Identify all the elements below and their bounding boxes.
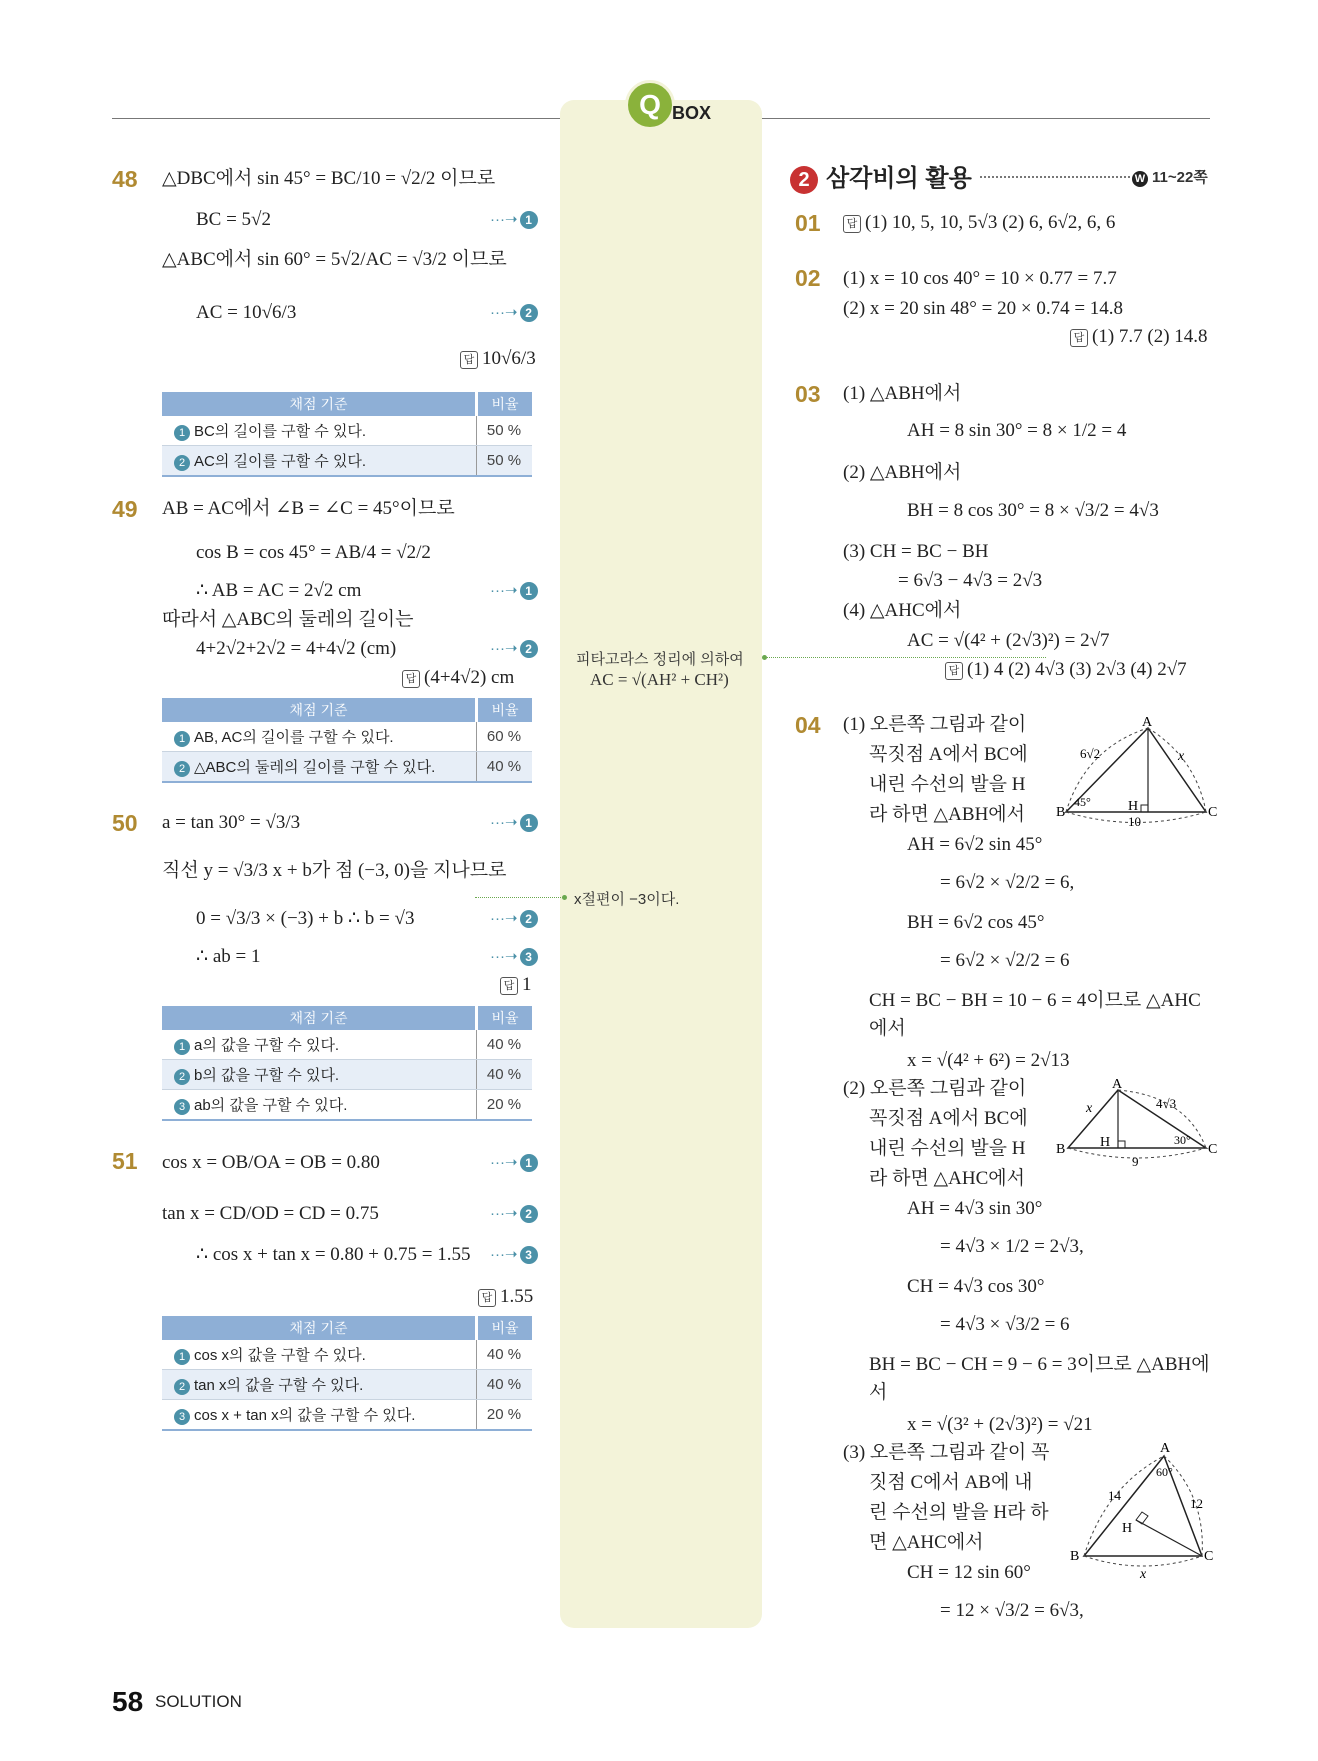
q03-line8: AC = √(4² + (2√3)²) = 2√7 — [907, 630, 1110, 651]
p48-line1: △DBC에서 sin 45° = BC/10 = √2/2 이므로 — [162, 168, 496, 189]
section-number-badge: 2 — [790, 166, 818, 194]
q03-answer: 답 (1) 4 (2) 4√3 (3) 2√3 (4) 2√7 — [945, 659, 1187, 681]
p48-answer: 답 10√6/3 — [460, 348, 536, 370]
fig3-side-1: 14 — [1108, 1488, 1121, 1503]
fig1-foot-h: H — [1128, 799, 1139, 814]
step-marker-1: ···➝ 1 — [490, 813, 538, 832]
p50-line4: ∴ ab = 1 — [196, 946, 261, 967]
q02-line2: (2) x = 20 sin 48° = 20 × 0.74 = 14.8 — [843, 298, 1124, 319]
q-box-logo: Q — [625, 80, 675, 130]
q04-figure-3 — [1066, 1436, 1216, 1584]
fig2-side: 4√3 — [1156, 1096, 1177, 1111]
page-label: SOLUTION — [155, 1692, 242, 1711]
q04-p2-text: 꼭짓점 A에서 BC에 — [869, 1108, 1028, 1129]
q04-number: 04 — [795, 712, 821, 738]
answer-icon: 답 — [945, 662, 963, 680]
q04-p2-text: 내린 수선의 발을 H — [869, 1138, 1026, 1159]
rubric-item: 2 b의 값을 구할 수 있다. — [162, 1060, 477, 1090]
rubric-item: 2 AC의 길이를 구할 수 있다. — [162, 446, 477, 477]
q04-p3-math: CH = 12 sin 60° — [907, 1562, 1031, 1583]
p49-line5: 4+2√2+2√2 = 4+4√2 (cm) — [196, 638, 397, 659]
q04-p1-math: CH = BC − BH = 10 − 6 = 4이므로 △AHC — [869, 990, 1201, 1011]
q04-figure-2 — [1056, 1076, 1216, 1168]
fig3-vertex-a: A — [1160, 1441, 1171, 1456]
q04-p1-math: 에서 — [869, 1018, 906, 1039]
q04-p1-text: 꼭짓점 A에서 BC에 — [869, 744, 1028, 765]
rubric-ratio: 20 % — [477, 1400, 533, 1431]
q04-p2-math: 서 — [869, 1382, 888, 1403]
section-page-ref: W 11~22쪽 — [1132, 166, 1208, 187]
ratio-header: 비율 — [477, 1006, 533, 1030]
fig3-foot-h: H — [1122, 1521, 1133, 1536]
q04-p3-text: (3) 오른쪽 그림과 같이 꼭 — [843, 1442, 1050, 1463]
fig1-vertex-a: A — [1142, 715, 1153, 730]
fig2-angle: 30° — [1174, 1133, 1191, 1147]
q04-p1-math: BH = 6√2 cos 45° — [907, 912, 1045, 933]
fig1-angle: 45° — [1074, 795, 1091, 809]
fig1-vertex-c: C — [1208, 805, 1218, 820]
q03-line5: (3) CH = BC − BH — [843, 541, 989, 562]
step-marker-2: ···➝ 2 — [490, 909, 538, 928]
rubric-item: 3 ab의 값을 구할 수 있다. — [162, 1090, 477, 1121]
p51-line1: cos x = OB/OA = OB = 0.80 — [162, 1152, 380, 1173]
q04-p2-math: = 4√3 × 1/2 = 2√3, — [940, 1236, 1084, 1257]
fig3-side-2: 12 — [1190, 1496, 1203, 1511]
rubric-item: 3 cos x + tan x의 값을 구할 수 있다. — [162, 1400, 477, 1431]
ratio-header: 비율 — [477, 1316, 533, 1340]
rubric-item: 1 a의 값을 구할 수 있다. — [162, 1030, 477, 1060]
q02-line1: (1) x = 10 cos 40° = 10 × 0.77 = 7.7 — [843, 268, 1117, 289]
q03-line4: BH = 8 cos 30° = 8 × √3/2 = 4√3 — [907, 500, 1159, 521]
step-marker-2: ···➝ 2 — [490, 639, 538, 658]
section-leader-dots — [980, 176, 1130, 178]
q-box-column — [560, 100, 762, 1628]
rubric-ratio: 50 % — [477, 446, 533, 477]
q04-p1-math: = 6√2 × √2/2 = 6 — [940, 950, 1070, 971]
fig1-vertex-b: B — [1056, 805, 1066, 820]
q-box-label: BOX — [672, 103, 712, 123]
q04-p2-math: AH = 4√3 sin 30° — [907, 1198, 1043, 1219]
p50-rubric-table — [162, 1006, 532, 1121]
rubric-header: 채점 기준 — [162, 392, 477, 416]
p49-line1: AB = AC에서 ∠B = ∠C = 45°이므로 — [162, 498, 455, 519]
p48-line2: BC = 5√2 — [196, 209, 271, 230]
rubric-header: 채점 기준 — [162, 1006, 477, 1030]
fig1-base: 10 — [1128, 814, 1141, 829]
q04-p1-text: (1) 오른쪽 그림과 같이 — [843, 714, 1027, 735]
q03-line6: = 6√3 − 4√3 = 2√3 — [898, 570, 1043, 591]
connector-dot — [762, 655, 767, 660]
q04-p1-math: = 6√2 × √2/2 = 6, — [940, 872, 1075, 893]
p50-answer: 답 1 — [500, 974, 532, 996]
q02-number: 02 — [795, 265, 821, 291]
section-heading — [790, 158, 972, 194]
step-marker-1: ···➝ 1 — [490, 581, 538, 600]
rubric-ratio: 60 % — [477, 722, 533, 752]
connector-line — [764, 657, 1046, 658]
rubric-ratio: 40 % — [477, 1370, 533, 1400]
fig2-vertex-c: C — [1208, 1142, 1218, 1157]
p48-line4: AC = 10√6/3 — [196, 302, 297, 323]
ratio-header: 비율 — [477, 392, 533, 416]
problem-49-number: 49 — [112, 496, 138, 522]
q04-p2-math: BH = BC − CH = 9 − 6 = 3이므로 △ABH에 — [869, 1354, 1210, 1375]
step-marker-1: ···➝ 1 — [490, 210, 538, 229]
q03-line1: (1) △ABH에서 — [843, 383, 962, 404]
step-marker-1: ···➝ 1 — [490, 1153, 538, 1172]
step-marker-2: ···➝ 2 — [490, 1204, 538, 1223]
rubric-item: 2 △ABC의 둘레의 길이를 구할 수 있다. — [162, 752, 477, 783]
q03-number: 03 — [795, 381, 821, 407]
p49-line4: 따라서 △ABC의 둘레의 길이는 — [162, 609, 414, 630]
p51-line2: tan x = CD/OD = CD = 0.75 — [162, 1203, 379, 1224]
q03-line2: AH = 8 sin 30° = 8 × 1/2 = 4 — [907, 420, 1127, 441]
header-rule-left — [112, 118, 560, 119]
answer-icon: 답 — [402, 670, 420, 688]
step-marker-3: ···➝ 3 — [490, 947, 538, 966]
p49-rubric-table — [162, 698, 532, 783]
fig2-x: x — [1086, 1101, 1093, 1116]
rubric-item: 2 tan x의 값을 구할 수 있다. — [162, 1370, 477, 1400]
fig1-x: x — [1178, 749, 1185, 764]
rubric-item: 1 AB, AC의 길이를 구할 수 있다. — [162, 722, 477, 752]
p49-line2: cos B = cos 45° = AB/4 = √2/2 — [196, 542, 431, 563]
q04-p3-text: 면 △AHC에서 — [869, 1532, 984, 1553]
p51-answer: 답 1.55 — [478, 1286, 533, 1308]
q04-figure-1 — [1056, 715, 1218, 829]
p51-line3: ∴ cos x + tan x = 0.80 + 0.75 = 1.55 — [196, 1244, 471, 1265]
rubric-item: 1 cos x의 값을 구할 수 있다. — [162, 1340, 477, 1370]
rubric-header: 채점 기준 — [162, 1316, 477, 1340]
problem-51-number: 51 — [112, 1148, 138, 1174]
fig1-side: 6√2 — [1080, 746, 1101, 761]
p50-line1: a = tan 30° = √3/3 — [162, 812, 301, 833]
rubric-ratio: 40 % — [477, 1030, 533, 1060]
header-rule-right — [762, 118, 1210, 119]
problem-50-number: 50 — [112, 810, 138, 836]
fig3-x: x — [1140, 1567, 1147, 1582]
q04-p1-math: AH = 6√2 sin 45° — [907, 834, 1043, 855]
answer-icon: 답 — [478, 1289, 496, 1307]
p50-line2: 직선 y = √3/3 x + b가 점 (−3, 0)을 지나므로 — [162, 860, 507, 881]
q-box-note-x-intercept: x절편이 −3이다. — [574, 891, 680, 908]
q03-line7: (4) △AHC에서 — [843, 600, 962, 621]
q04-p3-text: 짓점 C에서 AB에 내 — [869, 1472, 1033, 1493]
fig3-angle: 60° — [1156, 1465, 1173, 1479]
answer-icon: 답 — [500, 977, 518, 995]
rubric-ratio: 40 % — [477, 1340, 533, 1370]
q04-p2-text: 라 하면 △AHC에서 — [869, 1168, 1025, 1189]
fig3-vertex-c: C — [1204, 1549, 1214, 1564]
rubric-header: 채점 기준 — [162, 698, 477, 722]
answer-icon: 답 — [843, 215, 861, 233]
rubric-item: 1 BC의 길이를 구할 수 있다. — [162, 416, 477, 446]
rubric-ratio: 40 % — [477, 752, 533, 783]
q01-number: 01 — [795, 210, 821, 236]
q04-p1-text: 라 하면 △ABH에서 — [869, 804, 1025, 825]
step-marker-2: ···➝ 2 — [490, 303, 538, 322]
q04-p3-text: 린 수선의 발을 H라 하 — [869, 1502, 1049, 1523]
q03-line3: (2) △ABH에서 — [843, 462, 962, 483]
step-marker-3: ···➝ 3 — [490, 1245, 538, 1264]
q04-p1-math: x = √(4² + 6²) = 2√13 — [907, 1050, 1070, 1071]
answer-icon: 답 — [460, 351, 478, 369]
q04-p2-math: x = √(3² + (2√3)²) = √21 — [907, 1414, 1093, 1435]
fig2-base: 9 — [1132, 1154, 1139, 1169]
p49-line3: ∴ AB = AC = 2√2 cm — [196, 580, 362, 601]
workbook-icon: W — [1132, 171, 1148, 187]
rubric-ratio: 40 % — [477, 1060, 533, 1090]
p50-line3: 0 = √3/3 × (−3) + b ∴ b = √3 — [196, 908, 415, 929]
fig2-vertex-b: B — [1056, 1142, 1066, 1157]
p49-answer: 답 (4+4√2) cm — [402, 667, 514, 689]
page-number: 58 — [112, 1686, 144, 1717]
p48-line3: △ABC에서 sin 60° = 5√2/AC = √3/2 이므로 — [162, 249, 507, 270]
section-title: 삼각비의 활용 — [826, 165, 972, 192]
q04-p2-text: (2) 오른쪽 그림과 같이 — [843, 1078, 1027, 1099]
fig2-foot-h: H — [1100, 1135, 1111, 1150]
q04-p2-math: = 4√3 × √3/2 = 6 — [940, 1314, 1070, 1335]
rubric-ratio: 20 % — [477, 1090, 533, 1121]
connector-line — [475, 897, 563, 898]
p48-rubric-table — [162, 392, 532, 477]
fig3-vertex-b: B — [1070, 1549, 1080, 1564]
q-box-note-pythagoras: 피타고라스 정리에 의하여 — [576, 651, 744, 668]
q04-p1-text: 내린 수선의 발을 H — [869, 774, 1026, 795]
problem-48-number: 48 — [112, 166, 138, 192]
q04-p2-math: CH = 4√3 cos 30° — [907, 1276, 1045, 1297]
q01-answer: 답 (1) 10, 5, 10, 5√3 (2) 6, 6√2, 6, 6 — [843, 212, 1115, 234]
answer-icon: 답 — [1070, 329, 1088, 347]
ratio-header: 비율 — [477, 698, 533, 722]
q-box-note-pythagoras-formula: AC = √(AH² + CH²) — [590, 670, 729, 689]
p51-rubric-table — [162, 1316, 532, 1431]
q02-answer: 답 (1) 7.7 (2) 14.8 — [1070, 326, 1208, 348]
q04-p3-math: = 12 × √3/2 = 6√3, — [940, 1600, 1084, 1621]
rubric-ratio: 50 % — [477, 416, 533, 446]
connector-dot — [562, 895, 567, 900]
fig2-vertex-a: A — [1112, 1077, 1123, 1092]
